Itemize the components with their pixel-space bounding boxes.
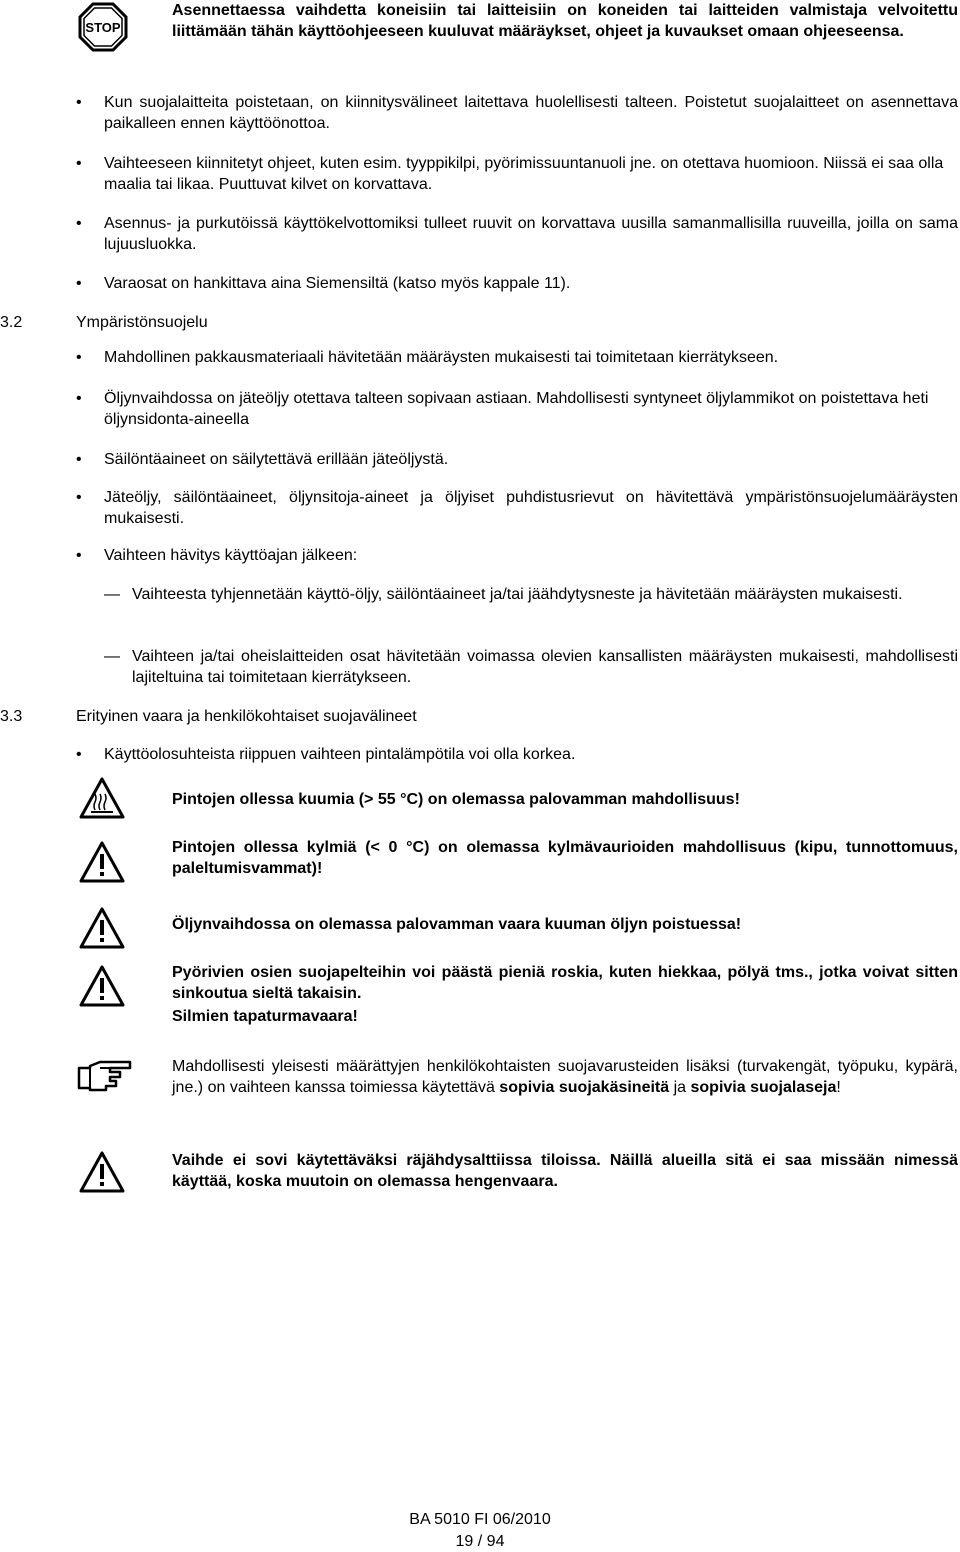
- note-text: [172, 1056, 958, 1098]
- stop-notice-text: Asennettaessa vaihdetta koneisiin tai laitteisiin on koneiden tai laitteiden valmistaja velvoitettu liittämään tähän käyttöohjeeseen kuuluvat määräykset, ohjeet ja kuvaukset omaan ohjeeseensa.: [172, 2, 958, 40]
- section-title: Erityinen vaara ja henkilökohtaiset suojavälineet: [76, 708, 417, 725]
- list-item: Mahdollinen pakkausmateriaali hävitetään määräysten mukaisesti tai toimitetaan kierrätykseen.: [104, 349, 779, 366]
- list-item: Säilöntäaineet on säilytettävä erillään jäteöljystä.: [104, 451, 449, 468]
- pointing-hand-icon: [76, 1058, 134, 1094]
- bullet-icon: •: [76, 155, 82, 172]
- bullet-icon: •: [76, 451, 82, 468]
- note-text-part: Mahdollisesti yleisesti määrättyjen henkilökohtaisten suojavarusteiden lisäksi (turvakengät, työpuku, kypärä, jne.) on vaihteen kanssa toimiessa käytettävä: [172, 1058, 958, 1096]
- bullet-icon: •: [76, 746, 82, 763]
- bullet-icon: •: [76, 547, 82, 564]
- warning-text: Pintojen ollessa kylmiä (< 0 °C) on olemassa kylmävaurioiden mahdollisuus (kipu, tunnottomuus, paleltumisvammat)!: [172, 839, 958, 877]
- list-item: Vaihteen ja/tai oheislaitteiden osat hävitetään voimassa olevien kansallisten määräysten mukaisesti, mahdollisesti lajiteltuina tai toimitetaan kierrätykseen.: [132, 648, 958, 686]
- stop-sign-icon: [78, 2, 128, 52]
- warning-triangle-icon: [78, 906, 126, 950]
- bullet-icon: •: [76, 275, 82, 292]
- list-item: Vaihteesta tyhjennetään käyttö-öljy, säilöntäaineet ja/tai jäähdytysneste ja hävitetään määräysten mukaisesti.: [132, 586, 903, 603]
- warning-triangle-icon: [78, 840, 126, 884]
- note-bold-goggles: sopivia suojalaseja: [690, 1079, 837, 1096]
- footer-doc-id-text: BA 5010 FI 06/2010: [409, 1511, 551, 1528]
- bullet-icon: •: [76, 390, 82, 407]
- list-item: Öljynvaihdossa on jäteöljy otettava talteen sopivaan astiaan. Mahdollisesti syntyneet öljylammikot on poistettava heti öljynsidonta-aineella: [104, 390, 929, 428]
- list-item: Vaihteen hävitys käyttöajan jälkeen:: [104, 547, 358, 564]
- list-item: Asennus- ja purkutöissä käyttökelvottomiksi tulleet ruuvit on korvattava uusilla samanmallisilla ruuveilla, joilla on sama lujuusluokka.: [104, 215, 958, 253]
- footer-page-text: 19 / 94: [455, 1533, 505, 1550]
- footer-page-number: [0, 1531, 960, 1552]
- bullet-icon: •: [76, 94, 82, 111]
- section-title: Ympäristönsuojelu: [76, 314, 208, 331]
- warning-triangle-icon: [78, 1150, 126, 1194]
- warning-text: Pyörivien osien suojapelteihin voi päästä pieniä roskia, kuten hiekkaa, pölyä tms., jotka voivat sitten sinkoutua sieltä takaisin.: [172, 964, 958, 1002]
- note-text-part: !: [836, 1079, 841, 1096]
- bullet-icon: •: [76, 489, 82, 506]
- warning-text: Vaihde ei sovi käytettäväksi räjähdysalttiissa tiloissa. Näillä alueilla sitä ei saa missään nimessä käyttää, koska muutoin on olemassa hengenvaara.: [172, 1152, 958, 1190]
- warning-triangle-icon: [78, 964, 126, 1008]
- section-number: 3.3: [0, 708, 23, 725]
- note-bold-gloves: sopivia suojakäsineitä: [499, 1079, 670, 1096]
- dash-icon: —: [104, 586, 120, 603]
- section-heading: [0, 312, 960, 333]
- footer-doc-id: [0, 1509, 960, 1530]
- list-item: Kun suojalaitteita poistetaan, on kiinnitysvälineet laitettava huolellisesti talteen. Poistetut suojalaitteet on asennettava paikalleen ennen käyttöönottoa.: [104, 94, 958, 132]
- note-text-part: ja: [669, 1079, 691, 1096]
- svg-text:STOP: STOP: [85, 20, 121, 35]
- section-number: 3.2: [0, 314, 23, 331]
- section-heading: [0, 706, 960, 727]
- warning-text: Pintojen ollessa kuumia (> 55 °C) on olemassa palovamman mahdollisuus!: [172, 791, 740, 808]
- bullet-icon: •: [76, 215, 82, 232]
- list-item: Käyttöolosuhteista riippuen vaihteen pintalämpötila voi olla korkea.: [104, 746, 576, 763]
- bullet-icon: •: [76, 349, 82, 366]
- warning-text: Öljynvaihdossa on olemassa palovamman vaara kuuman öljyn poistuessa!: [172, 916, 742, 933]
- list-item: Vaihteeseen kiinnitetyt ohjeet, kuten esim. tyyppikilpi, pyörimissuuntanuoli jne. on otettava huomioon. Niissä ei saa olla maalia tai likaa. Puuttuvat kilvet on korvattava.: [104, 155, 944, 193]
- dash-icon: —: [104, 648, 120, 665]
- hot-surface-warning-icon: [78, 776, 126, 820]
- warning-text: Silmien tapaturmavaara!: [172, 1008, 358, 1025]
- list-item: Varaosat on hankittava aina Siemensiltä (katso myös kappale 11).: [104, 275, 571, 292]
- list-item: Jäteöljy, säilöntäaineet, öljynsitoja-aineet ja öljyiset puhdistusrievut on hävitettävä ympäristönsuojelumääräysten mukaisesti.: [104, 489, 958, 527]
